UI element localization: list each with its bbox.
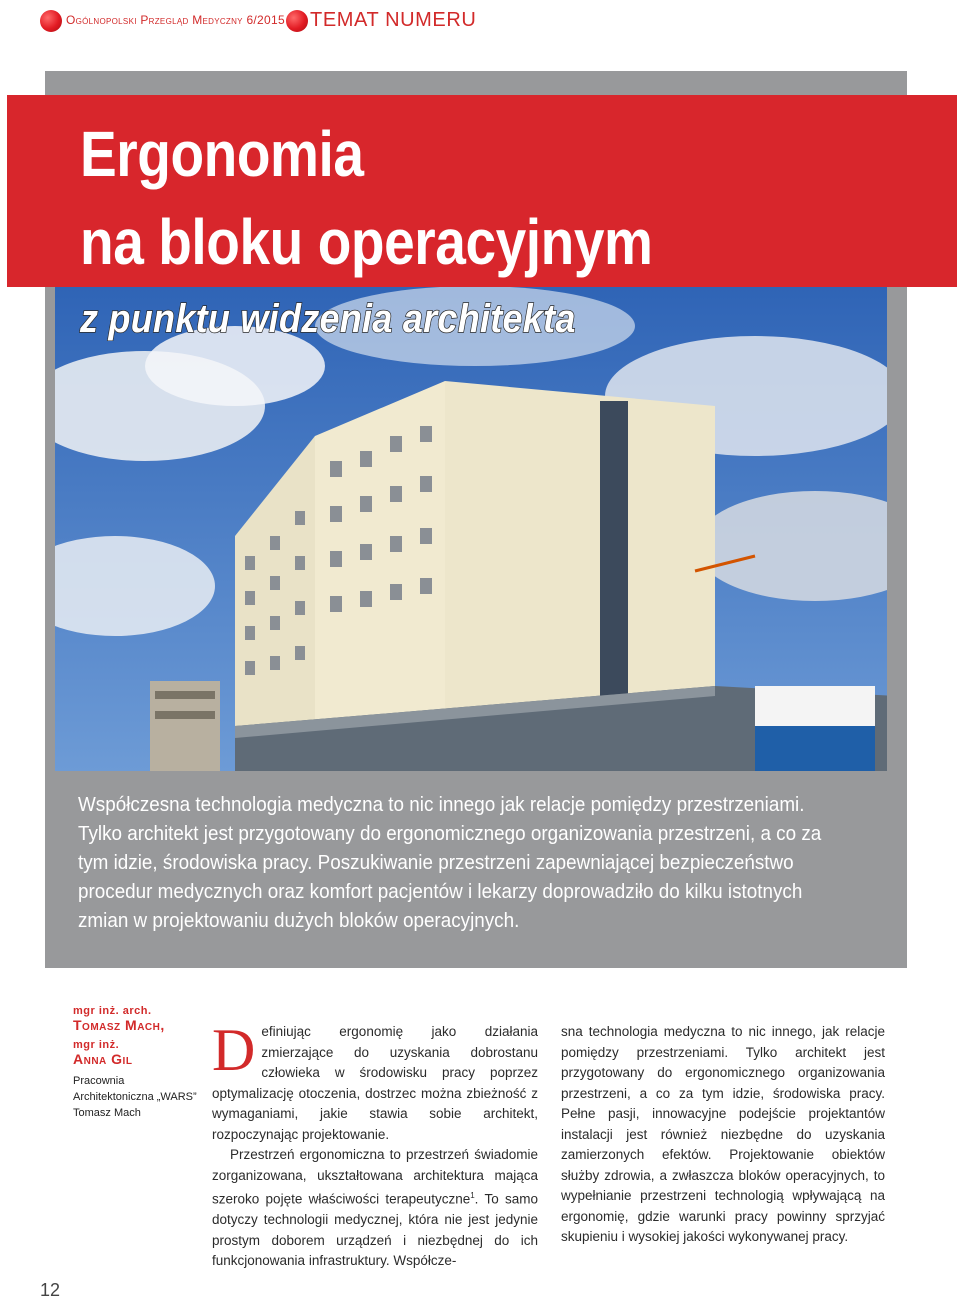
footnote-ref: 1 xyxy=(470,1191,475,1200)
building-photo xyxy=(55,286,887,771)
author-degree: mgr inż. xyxy=(73,1039,120,1051)
body-paragraph xyxy=(212,1145,538,1272)
affiliation-line: Pracownia xyxy=(73,1075,125,1087)
paragraph-text: . To samo dotyczy technologii medycznej, która nie jest jedynie prostym doborem urządzeń i niezbędnej do ich funkcjonowania infrastruktury. Współcze- xyxy=(212,1191,539,1268)
affiliation-line: Architektoniczna „WARS” xyxy=(73,1091,197,1103)
drop-cap: D xyxy=(212,1017,256,1083)
article-title xyxy=(80,110,653,286)
page-number: 12 xyxy=(40,1280,61,1300)
lead-paragraph: Współczesna technologia medyczna to nic innego jak relacje pomiędzy przestrzeniami. Tylko architekt jest przygotowany do ergonomicznego organizowania przestrzeni, a co za tym idzie, środowiska pracy. Poszukiwanie przestrzeni zapewniającej bezpieczeństwo procedur medycznych oraz komfort pacjentów i lekarzy doprowadziło do kilku istotnych zmian w projektowaniu dużych bloków operacyjnych. xyxy=(78,793,822,932)
paragraph-text: Przestrzeń ergonomiczna to przestrzeń świadomie zorganizowana, ukształtowana architektura mająca szeroko pojęte właściwości terapeutyczne xyxy=(212,1147,538,1207)
red-dot-icon xyxy=(40,10,62,32)
body-column-1 xyxy=(212,1017,539,1272)
title-line-1: Ergonomia xyxy=(80,118,364,190)
article-subtitle: z punktu widzenia architekta xyxy=(80,297,576,341)
paragraph-text: efiniując ergonomię jako działania zmierzające do uzyskania dobrostanu człowieka w środowisku pracy poprzez optymalizację otoczenia, dostrzec można zbieżność z wymaganiami, jakie stawia sobie architekt, rozpoczynając projektowanie. xyxy=(212,1024,538,1142)
author-name: Tomasz Mach, xyxy=(73,1017,165,1033)
body-paragraph: sna technologia medyczna to nic innego, jak relacje pomiędzy przestrzeniami. Tylko architekt jest przygotowany do ergonomicznego organizowania przestrzeni, a co za tym idzie, środowiska pracy. Pełne pasji, innowacyjne podejście projektantów instalacji jest również niezbędne do uzyskania zamierzonych efektów. Projektowanie obiektów służby zdrowia, a zwłaszcza bloków operacyjnych, to wypełnianie przestrzeni technologią wpływającą na ergonomię, gdzie warunki pracy powinny sprzyjać skupieniu i wysokiej jakości wykonywanej pracy. xyxy=(561,1024,885,1244)
affiliation-line: Tomasz Mach xyxy=(73,1107,141,1119)
journal-title: Ogólnopolski Przegląd Medyczny 6/2015 xyxy=(66,13,285,27)
author-name: Anna Gil xyxy=(73,1051,133,1067)
byline xyxy=(73,1005,213,1121)
body-column-2 xyxy=(561,1022,885,1248)
author-degree: mgr inż. arch. xyxy=(73,1005,152,1017)
red-dot-icon xyxy=(286,10,308,32)
section-label: TEMAT NUMERU xyxy=(310,9,477,31)
title-line-2: na bloku operacyjnym xyxy=(80,206,653,278)
body-paragraph xyxy=(212,1017,538,1145)
